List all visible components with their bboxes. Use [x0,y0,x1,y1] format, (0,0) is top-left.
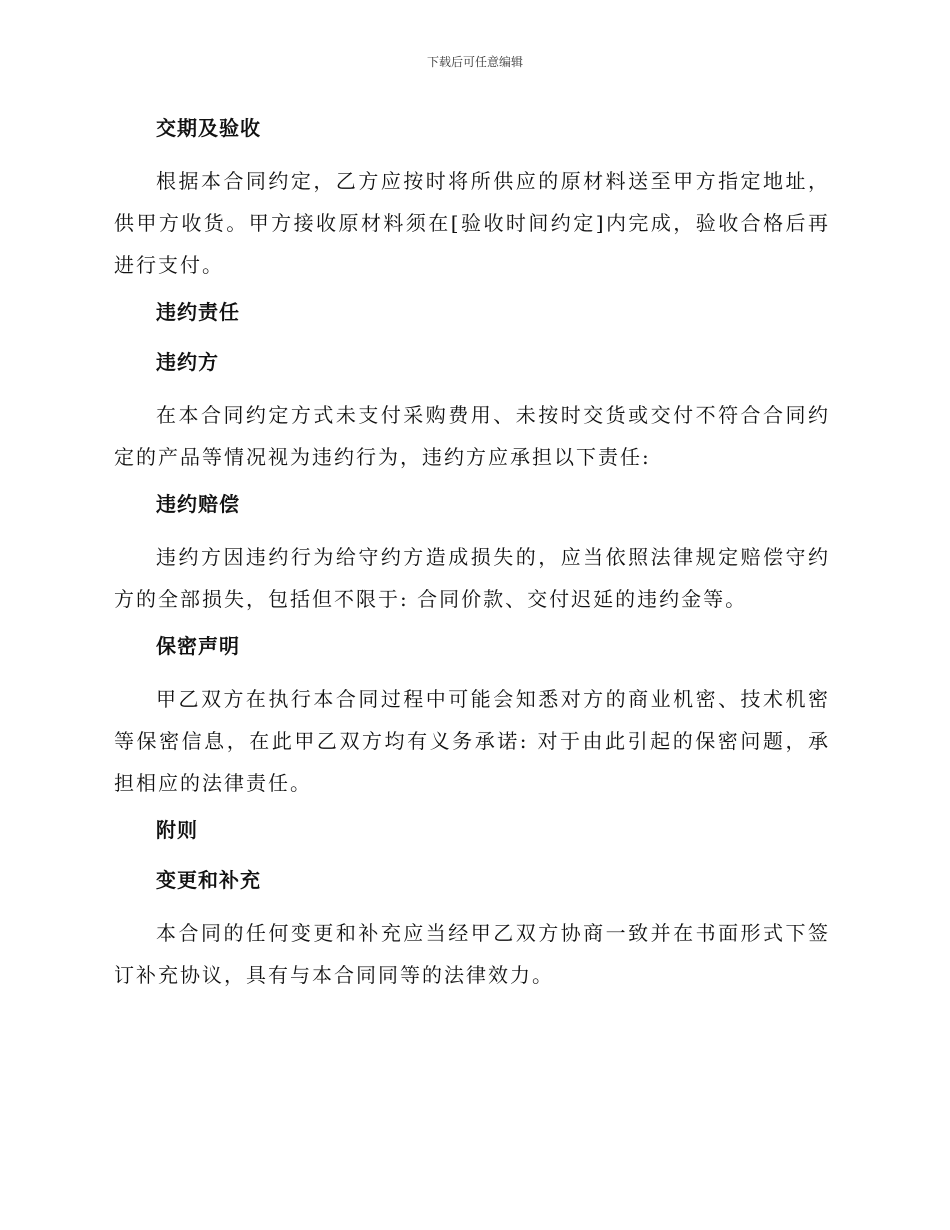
paragraph: 本合同的任何变更和补充应当经甲乙双方协商一致并在书面形式下签订补充协议，具有与本合同同等的法律效力。 [114,921,830,987]
section-heading: 附则 [156,818,198,842]
page-header: 下载后可任意编辑 [426,55,523,69]
paragraph: 违约方因违约行为给守约方造成损失的，应当依照法律规定赔偿守约方的全部损失，包括但不限于: 合同价款、交付迟延的违约金等。 [114,545,830,611]
section-heading: 变更和补充 [156,868,261,892]
section-heading: 违约责任 [156,300,240,324]
paragraph: 根据本合同约定，乙方应按时将所供应的原材料送至甲方指定地址，供甲方收货。甲方接收原材料须在[验收时间约定]内完成，验收合格后再进行支付。 [114,169,830,277]
paragraph: 甲乙双方在执行本合同过程中可能会知悉对方的商业机密、技术机密等保密信息，在此甲乙双方均有义务承诺: 对于由此引起的保密问题，承担相应的法律责任。 [114,687,830,795]
section-heading: 违约赔偿 [156,492,240,516]
section-heading: 违约方 [156,350,219,374]
section-heading: 保密声明 [156,634,240,658]
section-heading: 交期及验收 [156,116,261,140]
paragraph: 在本合同约定方式未支付采购费用、未按时交货或交付不符合合同约定的产品等情况视为违约行为，违约方应承担以下责任: [114,403,830,469]
document-body [114,110,830,1004]
